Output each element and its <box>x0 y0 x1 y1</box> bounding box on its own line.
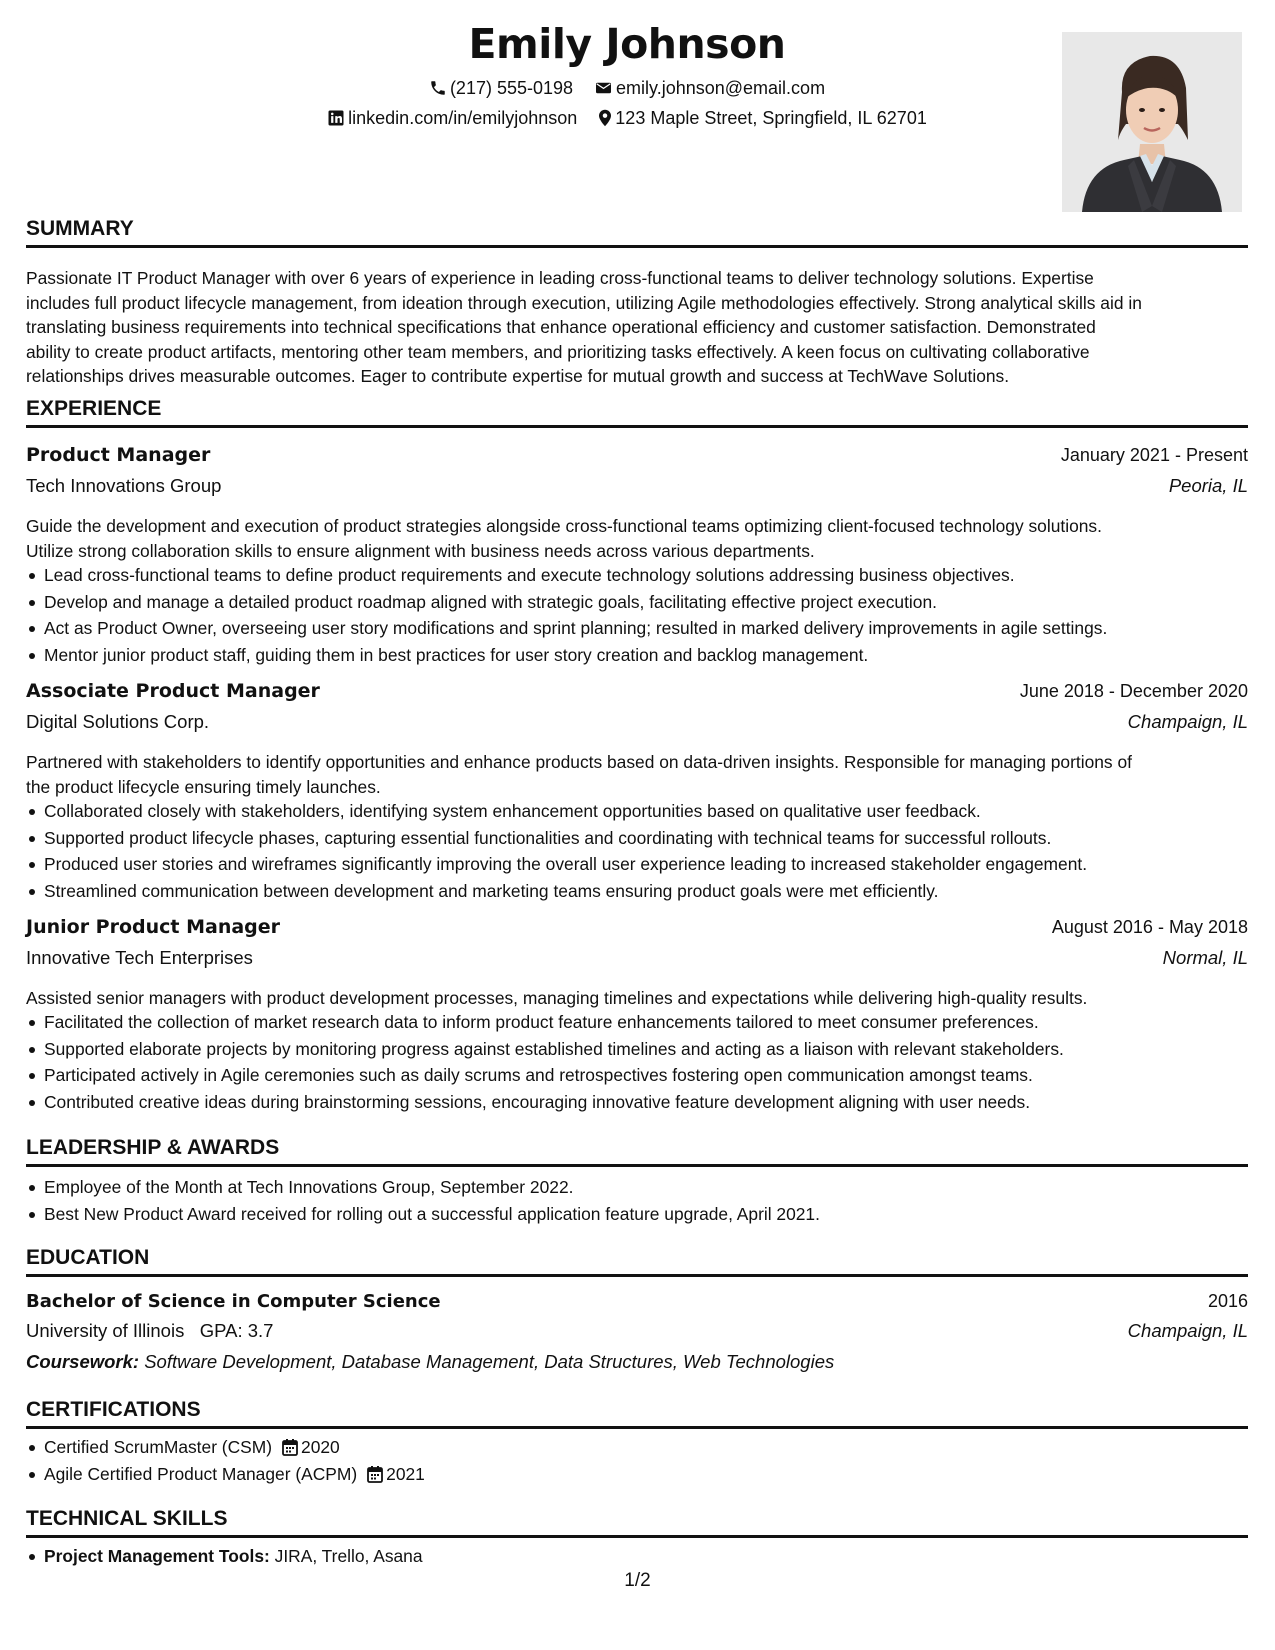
skill-label: Project Management Tools: <box>44 1546 270 1566</box>
job-description-line: Utilize strong collaboration skills to ensure alignment with business needs across various departments. <box>26 540 815 561</box>
job-company: Tech Innovations Group <box>26 475 222 496</box>
job-bullet: Act as Product Owner, overseeing user story modifications and sprint planning; resulted in marked delivery improvements in agile settings. <box>44 615 1270 642</box>
certification-year: 2021 <box>386 1463 425 1484</box>
job-bullet: Produced user stories and wireframes significantly improving the overall user experience leading to increased stakeholder engagement. <box>44 851 1270 878</box>
job-company-row <box>26 947 1248 975</box>
coursework-list: Software Development, Database Management, Data Structures, Web Technologies <box>144 1351 835 1372</box>
school-info <box>26 1320 273 1342</box>
job-header <box>26 916 1248 944</box>
awards-heading: LEADERSHIP & AWARDS <box>26 1135 1248 1167</box>
job-company: Innovative Tech Enterprises <box>26 947 253 968</box>
job-description <box>26 986 1252 1011</box>
job-bullet: Contributed creative ideas during brainstorming sessions, encouraging innovative feature development aligning with user needs. <box>44 1089 1270 1116</box>
phone-icon <box>429 79 447 97</box>
portrait-image <box>1062 32 1242 212</box>
phone-text: (217) 555-0198 <box>449 78 574 98</box>
calendar-icon <box>367 1465 383 1483</box>
skills-heading: TECHNICAL SKILLS <box>26 1506 1248 1538</box>
school-name: University of Illinois <box>26 1320 185 1341</box>
job-bullet: Facilitated the collection of market research data to inform product feature enhancements tailored to meet consumer preferences. <box>44 1009 1270 1036</box>
job-location: Champaign, IL <box>1127 711 1248 732</box>
job-description-line: the product lifecycle ensuring timely launches. <box>26 776 381 797</box>
linkedin-text: linkedin.com/in/emilyjohnson <box>348 108 578 128</box>
job-header <box>26 444 1248 472</box>
degree-name: Bachelor of Science in Computer Science <box>26 1291 441 1312</box>
education-school-row <box>26 1320 1248 1348</box>
certifications-list <box>26 1434 1270 1487</box>
certification-year: 2020 <box>301 1437 340 1457</box>
awards-list <box>26 1174 1270 1227</box>
coursework-line <box>26 1351 834 1373</box>
job-title: Product Manager <box>26 444 211 466</box>
job-description-line: Guide the development and execution of product strategies alongside cross-functional teams optimizing client-focused technology solutions. <box>26 516 1102 536</box>
certification-name: Agile Certified Product Manager (ACPM) <box>44 1463 358 1484</box>
education-heading: EDUCATION <box>26 1245 1248 1277</box>
job-description <box>26 750 1252 799</box>
page-number: 1/2 <box>624 1570 651 1591</box>
certification-item <box>44 1434 1270 1461</box>
summary-line: ability to create product artifacts, mentoring other team members, and prioritizing tasks effectively. A keen focus on cultivating collaborative <box>26 341 1090 362</box>
school-location: Champaign, IL <box>1127 1320 1248 1341</box>
job-dates: June 2018 - December 2020 <box>1019 681 1248 701</box>
job-bullet: Supported elaborate projects by monitoring progress against established timelines and acting as a liaison with relevant stakeholders. <box>44 1036 1270 1063</box>
summary-line: relationships drives measurable outcomes. Eager to contribute expertise for mutual growth and success at TechWave Solutions. <box>26 366 1010 386</box>
candidate-name: Emily Johnson <box>468 20 786 68</box>
summary-line: includes full product lifecycle management, from ideation through execution, utilizing Agile methodologies effectively. Strong analytical skills aid in <box>26 292 1142 313</box>
job-bullet: Mentor junior product staff, guiding them in best practices for user story creation and backlog management. <box>44 642 1270 669</box>
job-bullets <box>26 798 1270 904</box>
job-dates: August 2016 - May 2018 <box>1051 917 1248 937</box>
job-bullets <box>26 1009 1270 1115</box>
award-item: Best New Product Award received for rolling out a successful application feature upgrade, April 2021. <box>44 1201 1270 1228</box>
certification-item <box>44 1461 1270 1488</box>
experience-heading: EXPERIENCE <box>26 396 1248 428</box>
job-bullet: Develop and manage a detailed product roadmap aligned with strategic goals, facilitating effective project execution. <box>44 589 1270 616</box>
address-contact <box>598 106 927 130</box>
gpa: GPA: 3.7 <box>199 1320 274 1341</box>
job-bullet: Supported product lifecycle phases, capturing essential functionalities and coordinating with technical teams for successful rollouts. <box>44 825 1270 852</box>
calendar-icon <box>282 1438 298 1456</box>
summary-line: translating business requirements into technical specifications that enhance operational efficiency and customer satisfaction. Demonstrated <box>26 317 1096 337</box>
skill-value: JIRA, Trello, Asana <box>274 1546 423 1566</box>
certifications-heading: CERTIFICATIONS <box>26 1397 1248 1429</box>
education-degree-row <box>26 1291 1248 1319</box>
job-bullet: Streamlined communication between development and marketing teams ensuring product goals were met efficiently. <box>44 878 1270 905</box>
job-location: Normal, IL <box>1162 947 1248 968</box>
job-company-row <box>26 711 1248 739</box>
job-location: Peoria, IL <box>1168 475 1248 496</box>
envelope-icon <box>594 79 613 97</box>
address-text: 123 Maple Street, Springfield, IL 62701 <box>615 108 927 128</box>
email-text: emily.johnson@email.com <box>616 78 826 98</box>
summary-line: Passionate IT Product Manager with over 6 years of experience in leading cross-functional teams to deliver technology solutions. Expertise <box>26 268 1094 288</box>
job-bullet: Lead cross-functional teams to define product requirements and execute technology solutions addressing business objectives. <box>44 562 1270 589</box>
certification-name: Certified ScrumMaster (CSM) <box>44 1437 273 1457</box>
linkedin-contact[interactable] <box>327 106 577 130</box>
phone-contact[interactable] <box>429 76 573 100</box>
job-company-row <box>26 475 1248 503</box>
job-bullets <box>26 562 1270 668</box>
job-bullet: Participated actively in Agile ceremonies such as daily scrums and retrospectives fostering open communication amongst teams. <box>44 1062 1270 1089</box>
summary-heading: SUMMARY <box>26 216 1248 248</box>
skills-list <box>26 1543 1270 1570</box>
skill-item <box>44 1543 1270 1570</box>
job-description <box>26 514 1252 563</box>
job-title: Associate Product Manager <box>26 680 320 702</box>
job-description-line: Assisted senior managers with product development processes, managing timelines and expectations while delivering high-quality results. <box>26 988 1088 1008</box>
award-item: Employee of the Month at Tech Innovations Group, September 2022. <box>44 1174 1270 1201</box>
graduation-year: 2016 <box>1207 1291 1248 1311</box>
summary-text <box>26 266 1252 389</box>
job-bullet: Collaborated closely with stakeholders, identifying system enhancement opportunities based on qualitative user feedback. <box>44 798 1270 825</box>
job-company: Digital Solutions Corp. <box>26 711 210 732</box>
job-title: Junior Product Manager <box>26 916 281 938</box>
linkedin-icon <box>327 109 345 127</box>
coursework-label: Coursework: <box>26 1351 140 1372</box>
map-pin-icon <box>598 109 612 127</box>
email-contact[interactable] <box>594 76 825 100</box>
job-header <box>26 680 1248 708</box>
profile-photo <box>1062 32 1242 212</box>
job-dates: January 2021 - Present <box>1060 445 1248 465</box>
job-description-line: Partnered with stakeholders to identify opportunities and enhance products based on data-driven insights. Responsible for managing portions of <box>26 752 1132 772</box>
